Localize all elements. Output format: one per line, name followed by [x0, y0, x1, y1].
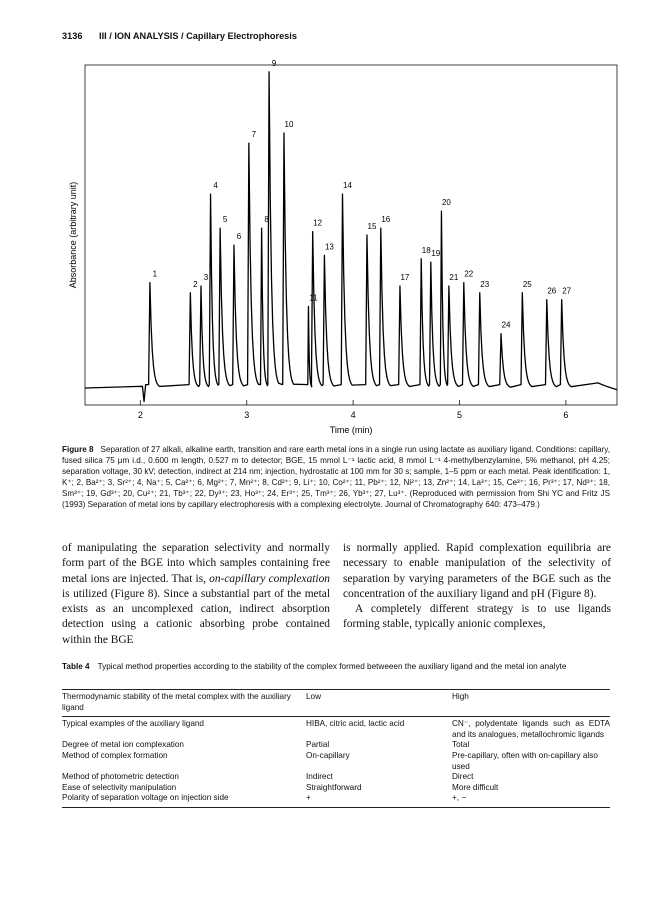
x-tick-label: 3	[244, 410, 250, 420]
table-row	[62, 783, 610, 794]
running-title: III / ION ANALYSIS / Capillary Electrophoresis	[99, 31, 297, 41]
table-cell: CN⁻, polydentate ligands such as EDTA and its analogues, metallochromic ligands	[452, 719, 610, 739]
running-header	[62, 31, 297, 41]
peak-label: 19	[431, 249, 441, 259]
peak-label: 9	[271, 60, 277, 68]
peak-label: 17	[400, 273, 410, 282]
table-header-cell: High	[452, 692, 469, 701]
table-header-row	[62, 690, 610, 716]
table-cell: +	[306, 793, 311, 803]
body-col2-para1: is normally applied. Rapid complexation equilibria are necessary to enable manipulation of the selectivity of separation by varying parameters of the BGE such as the concentration of the auxiliary ligand and pH (Figure 8).	[343, 542, 611, 600]
table-cell: Total	[452, 740, 470, 750]
body-col2-para2: A completely different strategy is to use ligands forming stable, typically anionic complexes,	[343, 603, 611, 631]
peak-label: 18	[421, 245, 431, 255]
table-cell: Pre-capillary, often with on-capillary also used	[452, 750, 598, 771]
table-cell: Typical examples of the auxiliary ligand	[62, 719, 204, 729]
table-cell: Partial	[306, 740, 330, 750]
peak-label: 3	[203, 273, 209, 282]
table-cell: On-capillary	[306, 750, 350, 760]
table-row	[62, 751, 610, 772]
body-col1-text-a: of manipulating the separation selectivity and normally form part of the BGE into which samples containing free metal ions are injected. That is,	[62, 542, 330, 585]
electropherogram-trace	[85, 72, 617, 402]
table-cell: Direct	[452, 772, 474, 782]
table-cell: HIBA, citric acid, lactic acid	[306, 719, 405, 729]
peak-label: 10	[284, 120, 294, 129]
figure-label: Figure 8	[62, 445, 94, 454]
peak-label: 20	[441, 198, 451, 208]
page-number: 3136	[62, 31, 83, 41]
body-col1-emphasis: on-capillary complexation	[209, 572, 330, 585]
peak-label: 11	[309, 293, 318, 303]
table-row	[62, 740, 610, 751]
table-caption	[62, 661, 610, 672]
table-cell: More difficult	[452, 782, 499, 792]
table-cell: Straightforward	[306, 782, 362, 792]
x-tick-label: 6	[563, 410, 569, 420]
peak-label: 5	[222, 215, 228, 225]
table-cell: Ease of selectivity manipulation	[62, 782, 177, 792]
figure-caption	[62, 444, 610, 511]
x-tick-label: 4	[350, 410, 356, 420]
table-cell: Polarity of separation voltage on injection side	[62, 793, 229, 803]
table-row	[62, 772, 610, 783]
body-column-right	[343, 541, 611, 633]
table-cell: Method of photometric detection	[62, 772, 179, 782]
peak-label: 25	[522, 279, 532, 289]
table-caption-text: Typical method properties according to the stability of the complex formed betweeen the auxiliary ligand and the metal ion analyte	[97, 662, 567, 671]
peak-label: 4	[213, 181, 218, 191]
peak-label: 1	[152, 269, 158, 279]
peak-label: 14	[343, 181, 352, 191]
peak-label: 15	[367, 222, 377, 231]
peak-label: 22	[464, 269, 474, 279]
peak-label: 21	[449, 273, 459, 282]
x-axis-label: Time (min)	[329, 425, 373, 435]
table-header-cell: Low	[306, 692, 322, 701]
table-cell: Method of complex formation	[62, 750, 168, 760]
body-col1-text-b: is utilized (Figure 8). Since a substantial part of the metal exists as an uncomplexed cation, indirect absorption detection using a cationic absorbing probe contained within the BGE	[62, 587, 330, 646]
peak-label: 23	[480, 279, 490, 289]
table-body	[62, 717, 610, 807]
table-row	[62, 793, 610, 804]
x-tick-label: 5	[457, 410, 463, 420]
table-cell: Degree of metal ion complexation	[62, 740, 184, 750]
peak-label: 26	[547, 286, 557, 296]
electropherogram-chart	[60, 60, 620, 440]
peak-label: 12	[313, 218, 323, 228]
plot-frame	[85, 65, 617, 405]
peak-label: 7	[251, 130, 257, 140]
properties-table	[62, 689, 610, 808]
figure-caption-text: Separation of 27 alkali, alkaline earth, transition and rare earth metal ions in a single run using lactate as auxiliary ligand. Conditions: capillary, fused silica 75 μm i.d., 0.600 m length, 0.527 m to detector; BGE, 15 mmol L⁻¹ lactic acid, 8 mmol L⁻¹ 4-methylbenzylamine, 5% methanol, pH 4.25; separation voltage, 30 kV; detection, indirect at 214 nm; injection, hydrostatic at 100 mm for 30 s; sample, 1–5 ppm or each metal. Peak identification: 1, K⁺; 2, Ba²⁺; 3, Sr²⁺; 4, Na⁺; 5, Ca²⁺; 6, Mg²⁺; 7, Mn²⁺; 8, Cd²⁺; 9, Li⁺; 10, Co²⁺; 11, Pb²⁺; 12, Ni²⁺; 13, Zn²⁺; 14, La³⁺; 15, Ce³⁺; 16, Pr³⁺; 17, Nd³⁺; 18, Sm³⁺; 19, Gd³⁺; 20, Cu²⁺; 21, Tb³⁺; 22, Dy³⁺; 23, Ho³⁺; 24, Er³⁺; 25, Tm³⁺; 26, Yb³⁺; 27, Lu³⁺. (Reproduced with permission from Shi YC and Fritz JS (1993) Separation of metal ions by capillary electrophoresis with a complexing electrolyte. Journal of Chromatography 640: 473–479.)	[62, 445, 611, 510]
peak-label: 24	[501, 320, 511, 330]
peak-label: 13	[324, 242, 334, 252]
table-bottom-rule	[62, 807, 610, 808]
y-axis-label: Absorbance (arbitrary unit)	[68, 181, 78, 289]
table-cell: Indirect	[306, 772, 333, 782]
body-column-left	[62, 541, 330, 648]
peak-label: 8	[264, 215, 269, 225]
x-tick-label: 2	[137, 410, 143, 420]
peak-label: 6	[236, 232, 242, 242]
table-row	[62, 719, 610, 740]
peak-label: 16	[381, 215, 391, 225]
table-label: Table 4	[62, 662, 90, 671]
peak-label: 27	[562, 286, 572, 296]
table-header-cell: Thermodynamic stability of the metal complex with the auxiliary ligand	[62, 692, 291, 712]
table-cell: +, −	[452, 793, 467, 803]
peak-label: 2	[193, 279, 198, 289]
